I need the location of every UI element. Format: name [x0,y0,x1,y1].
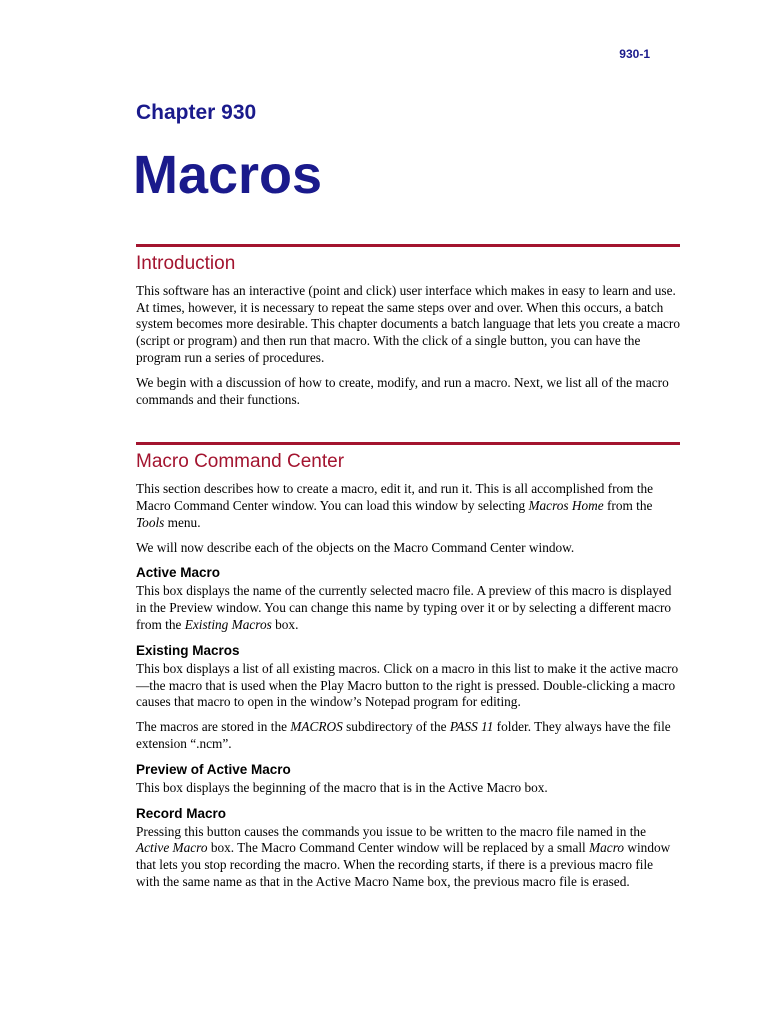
subheading-active-macro: Active Macro [136,565,221,581]
record-macro-paragraph: Pressing this button causes the commands you issue to be written to the macro file named in the Active Macro box. The Macro Command Center window will be replaced by a small Macro window that lets you stop recording the macro. When the recording starts, if there is a previous macro file with the same name as that in the Active Macro Name box, the previous macro file is erased. [136,823,671,889]
chapter-label: Chapter 930 [136,101,257,124]
subheading-preview-active-macro: Preview of Active Macro [136,761,291,777]
mcc-paragraph: We will now describe each of the objects on the Macro Command Center window. [136,539,575,555]
intro-paragraph: We begin with a discussion of how to create, modify, and run a macro. Next, we list all of the macro commands and their functions. [136,374,669,407]
subheading-record-macro: Record Macro [136,805,227,821]
preview-paragraph: This box displays the beginning of the macro that is in the Active Macro box. [136,779,548,795]
section-heading-introduction: Introduction [136,253,236,274]
chapter-title: Macros [133,145,323,205]
mcc-paragraph: This section describes how to create a macro, edit it, and run it. This is all accomplished from the Macro Command Center window. You can load this window by selecting Macros Home from the Tools menu. [136,481,654,530]
page-number: 930-1 [619,47,650,61]
section-divider [136,244,680,247]
existing-macros-paragraph: This box displays a list of all existing macros. Click on a macro in this list to make it the active macro—the macro that is used when the Play Macro button to the right is pressed. Double-clicking a macro causes that macro to open in the window’s Notepad program for editing. [136,660,679,710]
subheading-existing-macros: Existing Macros [136,642,240,658]
intro-paragraph: This software has an interactive (point and click) user interface which makes in easy to learn and use. At times, however, it is necessary to repeat the same steps over and over. When this occurs, a batch system becomes more desirable. This chapter documents a batch language that lets you create a macro (script or program) and then run that macro. With the click of a single button, you can have the program run a series of procedures. [136,282,680,365]
section-heading-macro-command-center: Macro Command Center [136,451,345,473]
section-divider [136,442,680,445]
existing-macros-paragraph: The macros are stored in the MACROS subdirectory of the PASS 11 folder. They always have the file extension “.ncm”. [136,719,671,751]
active-macro-paragraph: This box displays the name of the currently selected macro file. A preview of this macro is displayed in the Preview window. You can change this name by typing over it or by selecting a different macro from the Existing Macros box. [136,583,672,632]
page-content [136,244,680,899]
